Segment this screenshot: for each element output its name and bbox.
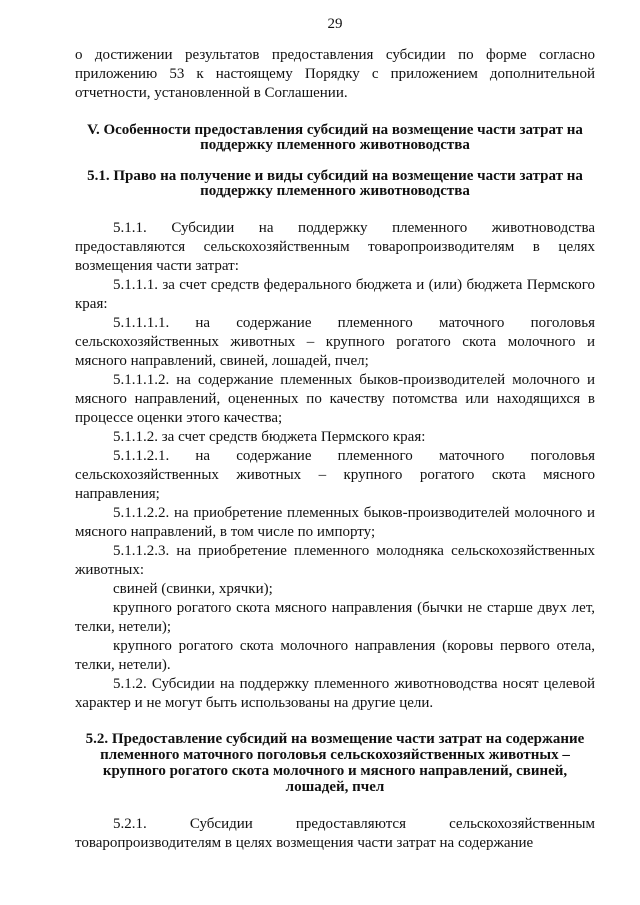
section-5-2-heading: 5.2. Предоставление субсидий на возмещение части затрат на содержание племенного маточного поголовья сельскохозяйственных животных – крупного рогатого скота молочного и мясного направлений, свиней, лошадей, пчел — [85, 731, 585, 795]
paragraph-5-1-1-1: 5.1.1.1. за счет средств федерального бюджета и (или) бюджета Пермского края: — [75, 277, 595, 312]
page-number: 29 — [327, 16, 343, 32]
paragraph-5-1-2: 5.1.2. Субсидии на поддержку племенного животноводства носят целевой характер и не могут быть использованы на другие цели. — [75, 676, 595, 711]
paragraph-5-2-1: 5.2.1. Субсидии предоставляются сельскохозяйственным товаропроизводителям в целях возмещения части затрат на содержание — [75, 816, 595, 851]
paragraph-5-1-1-2-3: 5.1.1.2.3. на приобретение племенного молодняка сельскохозяйственных животных: — [75, 543, 595, 578]
paragraph-5-1-1-2-1: 5.1.1.2.1. на содержание племенного маточного поголовья сельскохозяйственных животных – крупного рогатого скота мясного направления; — [75, 448, 595, 502]
list-item-beef-cattle: крупного рогатого скота мясного направления (бычки не старше двух лет, телки, нетели); — [75, 600, 595, 635]
list-item-pigs: свиней (свинки, хрячки); — [113, 581, 273, 597]
paragraph-5-1-1-2: 5.1.1.2. за счет средств бюджета Пермского края: — [113, 429, 426, 445]
section-v-heading: V. Особенности предоставления субсидий на возмещение части затрат на поддержку племенного животноводства — [87, 122, 583, 153]
paragraph-5-1-1-1-2: 5.1.1.1.2. на содержание племенных быков-производителей молочного и мясного направлений, оцененных по качеству потомства или находящихся в процессе оценки этого качества; — [75, 372, 595, 426]
paragraph-5-1-1: 5.1.1. Субсидии на поддержку племенного животноводства предоставляются сельскохозяйственным товаропроизводителям в целях возмещения части затрат: — [75, 220, 595, 274]
paragraph-intro: о достижении результатов предоставления субсидии по форме согласно приложению 53 к настоящему Порядку с приложением дополнительной отчетности, установленной в Соглашении. — [75, 47, 595, 101]
paragraph-5-1-1-1-1: 5.1.1.1.1. на содержание племенного маточного поголовья сельскохозяйственных животных – крупного рогатого скота молочного и мясного направлений, свиней, лошадей, пчел; — [75, 315, 595, 369]
document-page — [75, 14, 595, 853]
section-5-1-heading: 5.1. Право на получение и виды субсидий на возмещение части затрат на поддержку племенного животноводства — [87, 168, 583, 199]
list-item-dairy-cattle: крупного рогатого скота молочного направления (коровы первого отела, телки, нетели). — [75, 638, 595, 673]
paragraph-5-1-1-2-2: 5.1.1.2.2. на приобретение племенных быков-производителей молочного и мясного направлений, в том числе по импорту; — [75, 505, 595, 540]
